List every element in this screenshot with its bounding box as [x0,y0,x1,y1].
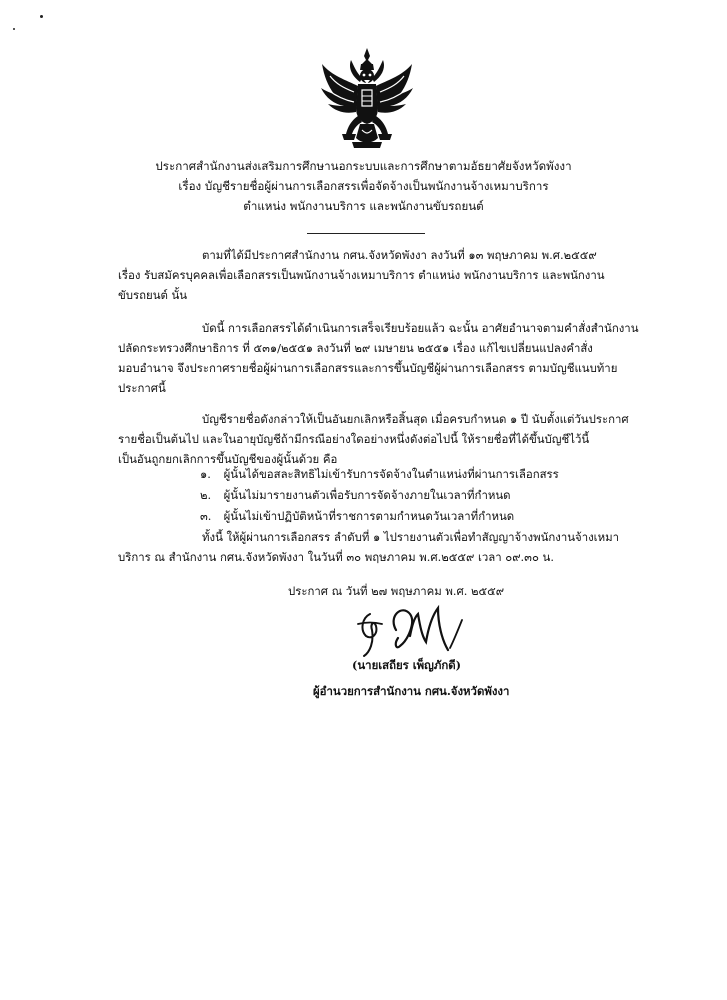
paragraph-line: เป็นอันถูกยกเลิกการขึ้นบัญชีของผู้นั้นด้วย คือ [118,452,338,466]
list-item-number: ๑. [200,467,211,481]
paragraph-line: ปลัดกระทรวงศึกษาธิการ ที่ ๕๓๑/๒๕๕๑ ลงวันที่ ๒๙ เมษายน ๒๕๕๑ เรื่อง แก้ไขเปลี่ยนแปลงคำสั่ง [118,341,593,355]
heading-line-3: ตำแหน่ง พนักงานบริการ และพนักงานขับรถยนต์ [243,199,484,213]
scan-speck [13,28,15,30]
list-item-number: ๓. [200,509,212,523]
paragraph-reporting [118,527,618,567]
paragraph-line: ทั้งนี้ ให้ผู้ผ่านการเลือกสรร ลำดับที่ ๑ ไปรายงานตัวเพื่อทำสัญญาจ้างพนักงานจ้างเหมา [202,530,619,544]
signer-title: ผู้อำนวยการสำนักงาน กศน.จังหวัดพังงา [313,684,510,698]
list-item [200,485,620,506]
paragraph-line: ขับรถยนต์ นั้น [118,288,188,302]
heading-line-2: เรื่อง บัญชีรายชื่อผู้ผ่านการเลือกสรรเพื่อจัดจ้างเป็นพนักงานจ้างเหมาบริการ [178,179,549,193]
paragraph-line: บัดนี้ การเลือกสรรได้ดำเนินการเสร็จเรียบร้อยแล้ว ฉะนั้น อาศัยอำนาจตามคำสั่งสำนักงาน [202,321,639,335]
list-item-number: ๒. [200,488,212,502]
signer-name: (นายเสถียร เพ็ญภักดี) [352,658,462,672]
paragraph-announcement [118,318,639,398]
paragraph-line: ตามที่ได้มีประกาศสำนักงาน กศน.จังหวัดพังงา ลงวันที่ ๑๓ พฤษภาคม พ.ศ.๒๕๕๙ [202,248,597,262]
paragraph-line: บัญชีรายชื่อดังกล่าวให้เป็นอันยกเลิกหรือสิ้นสุด เมื่อครบกำหนด ๑ ปี นับตั้งแต่วันประกาศ [202,412,629,426]
announcement-heading [110,156,617,216]
list-item-text: ผู้นั้นไม่เข้าปฏิบัติหน้าที่ราชการตามกำหนดวันเวลาที่กำหนด [223,509,515,523]
list-item [200,464,620,485]
heading-divider [307,233,425,234]
garuda-emblem-icon [318,46,416,150]
paragraph-line: รายชื่อเป็นต้นไป และในอายุบัญชีถ้ามีกรณีอย่างใดอย่างหนึ่งดังต่อไปนี้ ให้รายชื่อที่ได้ขึ้นบัญชีไว้นี้ [118,432,590,446]
paragraph-reference [118,245,618,305]
list-item-text: ผู้นั้นได้ขอสละสิทธิไม่เข้ารับการจัดจ้างในตำแหน่งที่ผ่านการเลือกสรร [223,467,559,481]
paragraph-line: ประกาศนี้ [118,381,166,395]
scan-speck [40,15,43,18]
heading-line-1: ประกาศสำนักงานส่งเสริมการศึกษานอกระบบและการศึกษาตามอัธยาศัยจังหวัดพังงา [155,159,572,173]
cancellation-conditions-list [200,464,620,527]
paragraph-line: เรื่อง รับสมัครบุคคลเพื่อเลือกสรรเป็นพนักงานจ้างเหมาบริการ ตำแหน่ง พนักงานบริการ และพนักงาน [118,268,605,282]
list-item-text: ผู้นั้นไม่มารายงานตัวเพื่อรับการจัดจ้างภายในเวลาที่กำหนด [223,488,511,502]
paragraph-validity [118,409,629,469]
paragraph-line: มอบอำนาจ จึงประกาศรายชื่อผู้ผ่านการเลือกสรรและการขึ้นบัญชีผู้ผ่านการเลือกสรร ตามบัญชีแนบท้าย [118,361,618,375]
announcement-date: ประกาศ ณ วันที่ ๒๗ พฤษภาคม พ.ศ. ๒๕๕๙ [288,584,505,598]
paragraph-line: บริการ ณ สำนักงาน กศน.จังหวัดพังงา ในวันที่ ๓๐ พฤษภาคม พ.ศ.๒๕๕๙ เวลา ๐๙.๓๐ น. [118,550,554,564]
list-item [200,506,620,527]
